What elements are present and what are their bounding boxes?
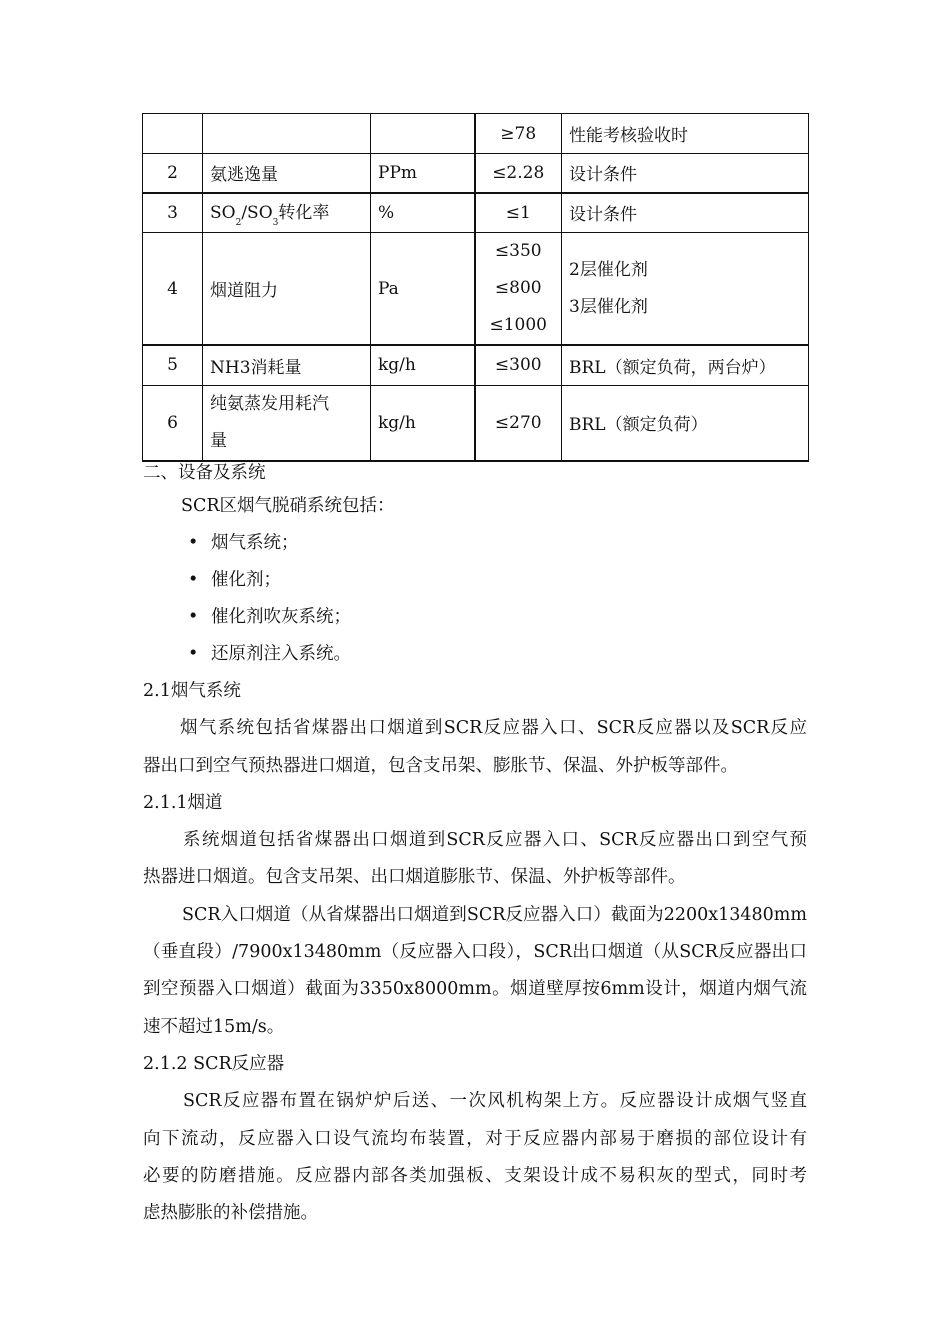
bullet-icon: • [188,607,199,627]
item-name: NH3消耗量 [203,345,371,385]
table-row [143,345,809,385]
paragraph-line: SCR反应器布置在锅炉炉后送、一次风机构架上方。反应器设计成烟气竖直 [183,1091,807,1111]
item-name [203,114,371,154]
remark: 设计条件 [562,154,809,193]
value: ≤350 ≤800 ≤1000 [475,233,562,346]
row-number: 2 [143,154,203,193]
list-item: 催化剂吹灰系统； [211,607,351,627]
unit: Pa [371,233,475,346]
paragraph-line: 烟气系统包括省煤器出口烟道到SCR反应器入口、SCR反应器以及SCR反应 [180,718,807,738]
section-heading: 二、设备及系统 [143,463,266,483]
remark: BRL（额定负荷） [562,385,809,461]
item-name: $SO_2/SO_3$转化率 [203,193,371,233]
paragraph-line: （垂直段）/7900x13480mm（反应器入口段），SCR出口烟道（从SCR反应器出口 [143,942,807,962]
value: ≤300 [475,345,562,385]
item-name: 纯氨蒸发用耗汽 量 [203,385,371,461]
value: ≤270 [475,385,562,461]
value: ≤2.28 [475,154,562,193]
bullet-icon: • [188,644,199,664]
remark: 设计条件 [562,193,809,233]
table-row [143,385,809,461]
value: ≤1 [475,193,562,233]
row-number: 3 [143,193,203,233]
paragraph-line: 热器进口烟道。包含支吊架、出口烟道膨胀节、保温、外护板等部件。 [143,867,686,887]
row-number: 5 [143,345,203,385]
unit: PPm [371,154,475,193]
unit: kg/h [371,345,475,385]
paragraph-line: 必要的防磨措施。反应器内部各类加强板、支架设计成不易积灰的型式，同时考 [143,1166,807,1186]
paragraph-line: 速不超过15m/s。 [143,1017,285,1037]
remark: 2层催化剂 3层催化剂 [562,233,809,346]
paragraph-line: 向下流动，反应器入口设气流均布装置，对于反应器内部易于磨损的部位设计有 [143,1129,807,1149]
paragraph-line: 虑热膨胀的补偿措施。 [143,1203,318,1223]
performance-table [142,113,809,462]
bullet-icon: • [188,570,199,590]
bullet-icon: • [188,533,199,553]
unit [371,114,475,154]
row-number: 4 [143,233,203,346]
subsection-heading: 2.1.1烟道 [143,793,223,813]
paragraph-line: SCR入口烟道（从省煤器出口烟道到SCR反应器入口）截面为2200x13480mm [182,905,807,925]
item-name: 烟道阻力 [203,233,371,346]
intro-text: SCR区烟气脱硝系统包括： [181,496,395,516]
unit: % [371,193,475,233]
value: ≥78 [475,114,562,154]
subsection-heading: 2.1烟气系统 [143,681,241,701]
row-number [143,114,203,154]
list-item: 烟气系统； [211,533,299,553]
subsection-heading: 2.1.2 SCR反应器 [143,1054,285,1074]
list-item: 催化剂； [211,570,281,590]
item-name: 氨逃逸量 [203,154,371,193]
table-row [143,233,809,346]
row-number: 6 [143,385,203,461]
remark: 性能考核验收时 [562,114,809,154]
table-row [143,193,809,233]
paragraph-line: 系统烟道包括省煤器出口烟道到SCR反应器入口、SCR反应器出口到空气预 [183,830,807,850]
table-row [143,154,809,193]
list-item: 还原剂注入系统。 [211,644,351,664]
unit: kg/h [371,385,475,461]
table-row [143,114,809,154]
paragraph-line: 器出口到空气预热器进口烟道，包含支吊架、膨胀节、保温、外护板等部件。 [143,756,738,776]
paragraph-line: 到空预器入口烟道）截面为3350x8000mm。烟道壁厚按6mm设计，烟道内烟气流 [143,979,807,999]
remark: BRL（额定负荷，两台炉） [562,345,809,385]
